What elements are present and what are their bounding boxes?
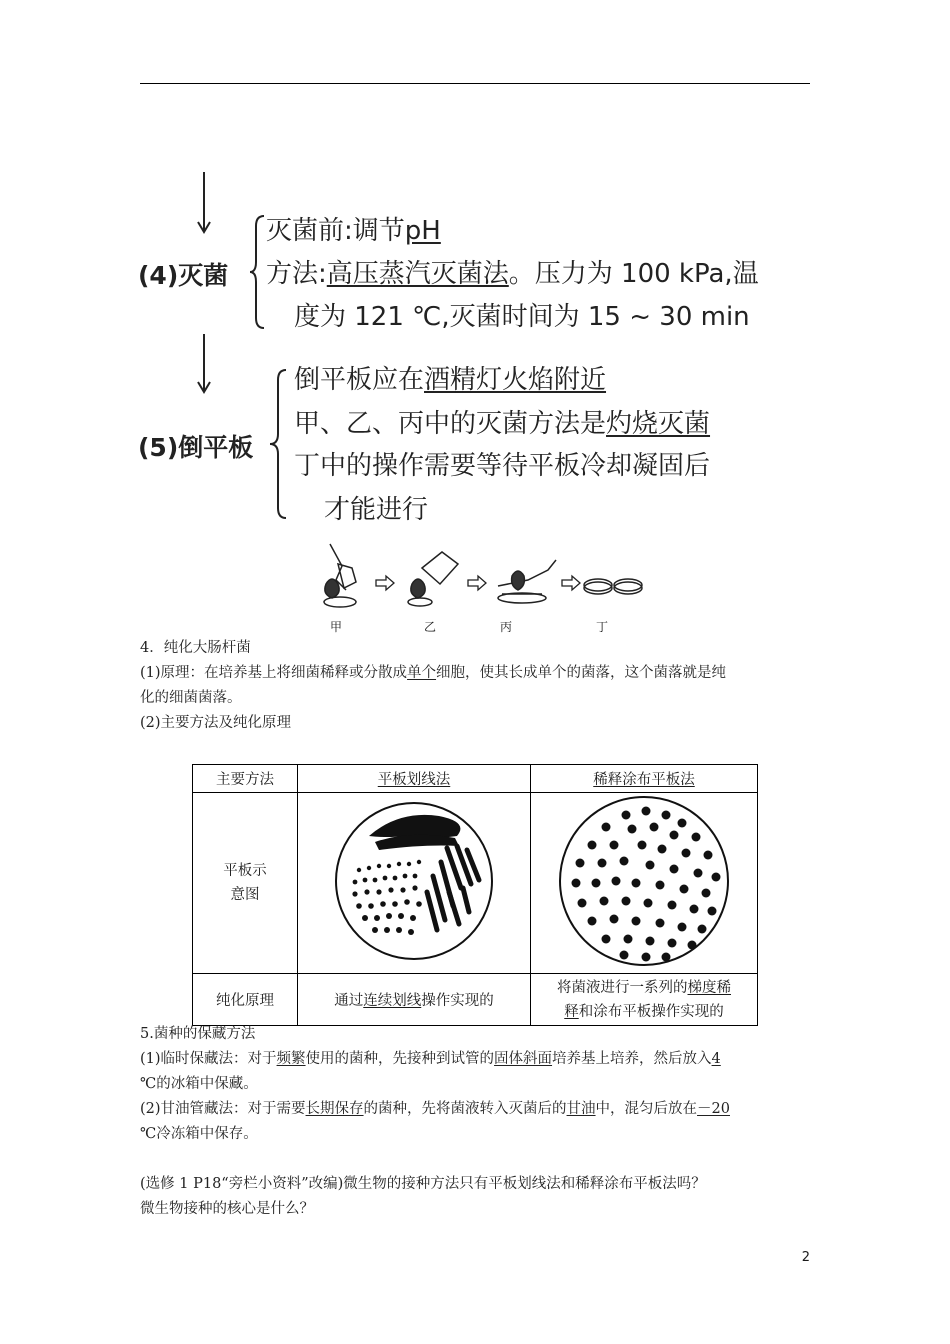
section5-temporary-storage: (1)临时保藏法：对于频繁使用的菌种，先接种到试管的固体斜面培养基上培养，然后放入4 (140, 1051, 721, 1067)
spread-plate-icon (556, 793, 732, 969)
step4-line1: 灭菌前:调节pH (266, 216, 441, 246)
step4-line2: 方法:高压蒸汽灭菌法。压力为 100 kPa,温 (266, 259, 759, 289)
table-header-streak: 平板划线法 (298, 765, 531, 793)
table-row-label-diagram: 平板示 意图 (193, 793, 298, 974)
table-header-spread: 稀释涂布平板法 (531, 765, 758, 793)
step-caption-ding: 丁 (596, 620, 609, 634)
section5-glycerol-storage-cont: ℃冷冻箱中保存。 (140, 1126, 258, 1142)
section5-block (140, 1022, 812, 1147)
streak-plate-cell (298, 793, 531, 974)
question-block (140, 1172, 812, 1222)
spread-principle-cell: 将菌液进行一系列的梯度稀 释和涂布平板操作实现的 (531, 974, 758, 1026)
step-caption-bing: 丙 (500, 620, 513, 634)
left-brace-icon (268, 368, 288, 520)
pour-plate-illustration (312, 540, 652, 612)
step5-line1: 倒平板应在酒精灯火焰附近 (294, 365, 607, 395)
spread-plate-cell (531, 793, 758, 974)
step5-line2: 甲、乙、丙中的灭菌方法是灼烧灭菌 (294, 409, 711, 439)
section4-principle: (1)原理：在培养基上将细菌稀释或分散成单个细胞，使其长成单个的菌落，这个菌落就是纯 (140, 665, 727, 681)
section5-glycerol-storage: (2)甘油管藏法：对于需要长期保存的菌种，先将菌液转入灭菌后的甘油中，混匀后放在－20 (140, 1101, 730, 1117)
page-number: 2 (801, 1250, 810, 1265)
question-line-2: 微生物接种的核心是什么？ (140, 1201, 314, 1217)
header-rule (140, 83, 810, 84)
section4-methods-heading: (2)主要方法及纯化原理 (140, 715, 292, 731)
table-header-method: 主要方法 (193, 765, 298, 793)
step-caption-jia: 甲 (330, 620, 343, 634)
step5-label: (5)倒平板 (138, 433, 254, 462)
methods-table (192, 764, 758, 1026)
down-arrow-icon (190, 332, 220, 400)
step4-label: (4)灭菌 (138, 261, 229, 290)
step5-line4: 才能进行 (324, 495, 429, 525)
step5-line3: 丁中的操作需要等待平板冷却凝固后 (294, 451, 711, 481)
section5-heading: 5.菌种的保藏方法 (140, 1026, 256, 1042)
section5-temporary-storage-cont: ℃的冰箱中保藏。 (140, 1076, 258, 1092)
question-line-1: (选修 1 P18“旁栏小资料”改编)微生物的接种方法只有平板划线法和稀释涂布平板法吗？ (140, 1176, 706, 1192)
step-caption-yi: 乙 (424, 620, 437, 634)
section4-heading: 4．纯化大肠杆菌 (140, 640, 251, 656)
streak-plate-icon (329, 796, 499, 966)
streak-principle-cell: 通过连续划线操作实现的 (298, 974, 531, 1026)
down-arrow-icon (190, 170, 220, 238)
section4-block (140, 636, 812, 736)
step4-line3: 度为 121 ℃,灭菌时间为 15 ~ 30 min (294, 302, 750, 332)
section4-principle-cont: 化的细菌菌落。 (140, 690, 242, 706)
table-row-label-principle: 纯化原理 (193, 974, 298, 1026)
left-brace-icon (248, 214, 266, 330)
